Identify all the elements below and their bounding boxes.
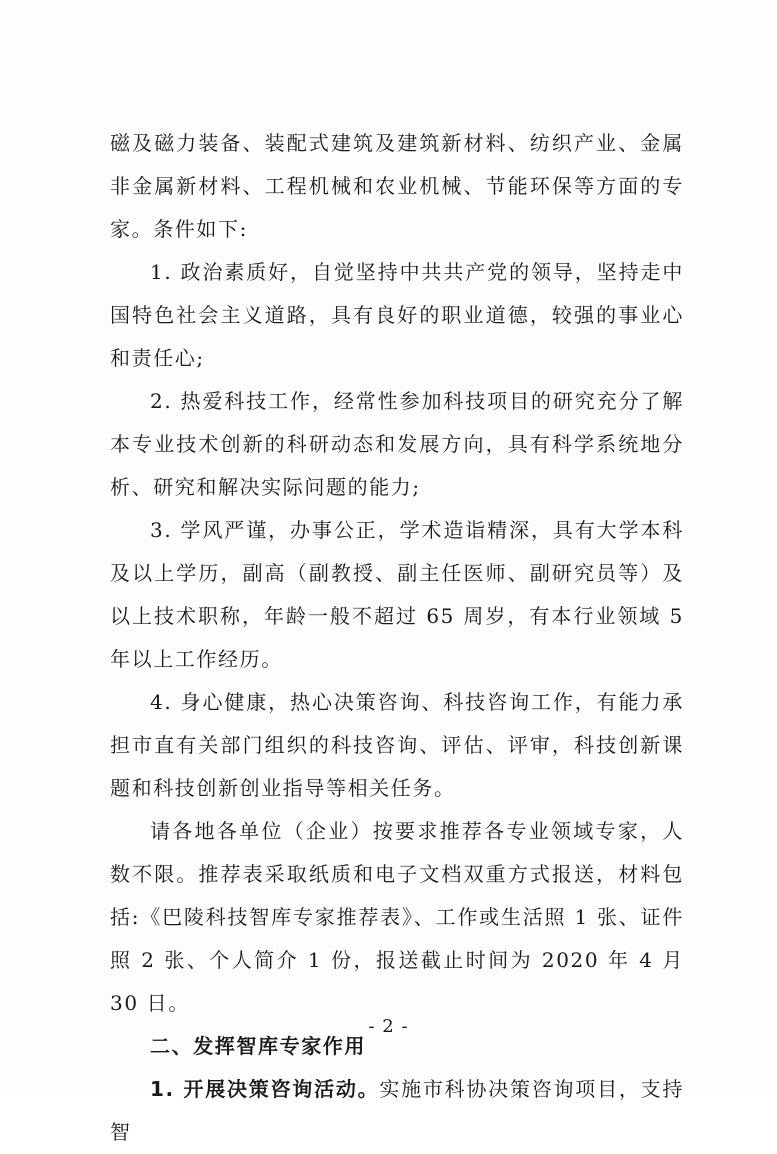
section-heading: 二、发挥智库专家作用 (150, 1034, 366, 1058)
paragraph-condition-4: 4. 身心健康，热心决策咨询、科技咨询工作，有能力承担市直有关部门组织的科技咨询、评估、评审，科技创新课题和科技创新创业指导等相关任务。 (110, 690, 684, 800)
paragraph-condition-3: 3. 学风严谨，办事公正，学术造诣精深，具有大学本科及以上学历，副高（副教授、副主任医师、副研究员等）及以上技术职称，年龄一般不超过 65 周岁，有本行业领域 5 年以上工作经历。 (110, 518, 684, 671)
page-number: - 2 - (368, 1016, 409, 1037)
paragraph-decision-consulting (110, 1068, 684, 1154)
paragraph-condition-2: 2. 热爱科技工作，经常性参加科技项目的研究充分了解本专业技术创新的科研动态和发展方向，具有科学系统地分析、研究和解决实际问题的能力; (110, 389, 684, 499)
document-body (110, 122, 684, 1154)
paragraph-condition-1: 1. 政治素质好，自觉坚持中共共产党的领导，坚持走中国特色社会主义道路，具有良好的职业道德，较强的事业心和责任心; (110, 260, 684, 370)
paragraph-lead-bold: 1. 开展决策咨询活动。 (150, 1077, 380, 1101)
paragraph-recommendation: 请各地各单位（企业）按要求推荐各专业领域专家，人数不限。推荐表采取纸质和电子文档双重方式报送，材料包括:《巴陵科技智库专家推荐表》、工作或生活照 1 张、证件照 2 张、个人简介 1 份，报送截止时间为 2020 年 4 月 30 日。 (110, 819, 684, 1015)
paragraph-expert-fields: 磁及磁力装备、装配式建筑及建筑新材料、纺织产业、金属非金属新材料、工程机械和农业机械、节能环保等方面的专家。条件如下: (110, 131, 684, 241)
paragraph-lead-rest: 实施市科协决策咨询项目，支持智 (110, 1077, 684, 1144)
